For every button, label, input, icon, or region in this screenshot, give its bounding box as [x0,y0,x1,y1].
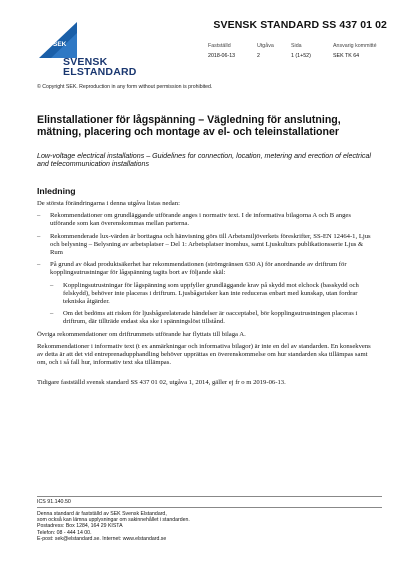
logo-line2: ELSTANDARD [63,66,137,78]
meta-value: SEK TK 64 [333,53,360,59]
sub-list-item: – Kopplingsutrustningar för lågspänning som uppfyller grundläggande krav på skydd mot elchock (basskydd och felskydd), behöver inte placeras i driftrum. Ljusbågsrisker kan inte reduceras enbart med kunskap, utan fordrar tekniska åtgärder. [50,281,359,306]
meta-label: Ansvarig kommitté [333,43,377,49]
footer-line: E-post: sek@elstandard.se. Internet: www.elstandard.se [37,535,167,542]
footer-line: Postadress: Box 1284, 164 29 KISTA [37,523,123,530]
list-item-text: Rekommendationer om grundläggande utförande anges i normativ text. I de informativa bilagorna A och B anges utförande som kan överenskommas mellan parterna. [50,212,351,228]
ics-code: ICS 91.140.50 [37,499,71,505]
meta-page [291,43,311,59]
meta-value: 2 [257,53,260,59]
meta-label: Sida [291,43,302,49]
meta-value: 1 (1+52) [291,53,311,59]
paragraph: Tidigare fastställd svensk standard SS 437 01 02, utgåva 1, 2014, gäller ej fr o m 2019-06-13. [37,379,286,387]
change-list [37,212,377,326]
footer-line: Telefon: 08 - 444 14 00. [37,529,92,536]
paragraph: Övriga rekommendationer om driftrummets utförande har flyttats till bilaga A. [37,330,246,338]
footer-line: som också kan lämna upplysningar om sakinnehållet i standarden. [37,517,190,524]
document-title: Elinstallationer för lågspänning – Vägledning för anslutning, mätning, placering och montage av el- och teleinstallationer [37,114,341,138]
divider [37,507,382,508]
sek-logo [37,22,137,78]
list-item-text: På grund av ökad produktsäkerhet har rekommendationen (strömgränsen 630 A) för anordnande av driftrum för kopplingsutrustningar för lågspänning tagits bort av följande skäl: [50,261,347,277]
list-item: – Rekommendationer om grundläggande utförande anges i normativ text. I de informativa bilagorna A och B anges utförande som kan överenskommas mellan parterna. [37,212,351,228]
footer-contact [37,511,190,542]
sub-list-item: – Om det bedöms att risken för ljusbågsrelaterade händelser är oacceptabel, bör kopplingsutrustningen placeras i driftrum, där tillträde endast ska ske i spänningslöst tillstånd. [50,310,358,326]
copyright-notice: © Copyright SEK. Reproduction in any form without permission is prohibited. [37,84,213,90]
logo-badge: SEK [53,41,67,48]
document-subtitle: Low-voltage electrical installations – Guidelines for connection, location, metering and erection of electrical and telecommunication installations [37,152,371,169]
footer-line: Denna standard är fastställd av SEK Svensk Elstandard, [37,511,167,517]
sub-list-item-text: Om det bedöms att risken för ljusbågsrelaterade händelser är oacceptabel, bör kopplingsutrustningen placeras i driftrum, där tillträde endast ska ske i spänningslöst tillstånd. [63,310,358,326]
meta-edition [257,43,274,59]
meta-committee [333,43,377,59]
logo-line1: SVENSK [63,56,108,68]
meta-label: Fastställd [208,43,231,49]
sub-list [50,282,377,327]
paragraph: Rekommendationer i informativ text (t ex anmärkningar och informativa bilagor) är inte en del av standarden. En konsekvens av detta är att det vid entreprenadupphandling behöver upprättas en överenskommelse om hur standarden ska tillämpas samt om, och i så fall hur, informativ text ska tillämpas. [37,342,371,367]
meta-value: 2018-06-13 [208,53,236,59]
section-heading: Inledning [37,186,76,196]
intro-paragraph: De största förändringarna i denna utgåva listas nedan: [37,200,180,207]
list-item: – På grund av ökad produktsäkerhet har rekommendationen (strömgränsen 630 A) för anordnande av driftrum för kopplingsutrustningar för lågspänning tagits bort av följande skäl: – Kopplingsutrustningar för lågspänning som uppfyller grundläggande krav på skydd mot elchock (basskydd och felskydd), behöver inte placeras i driftrum. Ljusbågsrisker kan inte reduceras enbart med kunskap, utan fordrar tekniska åtgärder. – Om det bedöms att risken för ljusbågsrelaterade händelser är oacceptabel, bör kopplingsutrustningen placeras i driftrum, där tillträde endast ska ske i spänningslöst tillstånd. [37,261,377,326]
sub-list-item-text: Kopplingsutrustningar för lågspänning som uppfyller grundläggande krav på skydd mot elchock (basskydd och felskydd), behöver inte placeras i driftrum. Ljusbågsrisker kan inte reduceras enbart med kunskap, utan fordrar tekniska åtgärder. [63,281,359,306]
standard-id: SVENSK STANDARD SS 437 01 02 [213,19,387,31]
document-body [37,200,377,392]
meta-label: Utgåva [257,43,274,49]
meta-established [208,43,235,59]
divider [37,496,382,497]
list-item: – Rekommenderade lux-värden är borttagna och hänvisning görs till Arbetsmiljöverkets föreskrifter, SS-EN 12464-1, Ljus och belysning – Belysning av arbetsplatser – Del 1: Arbetsplatser inomhus, samt Ljuskulturs publikationsserie Ljus & Rum [37,232,371,257]
list-item-text: Rekommenderade lux-värden är borttagna och hänvisning görs till Arbetsmiljöverkets föreskrifter, SS-EN 12464-1, Ljus och belysning – Belysning av arbetsplatser – Del 1: Arbetsplatser inomhus, samt Ljuskulturs publikationsserie Ljus & Rum [50,232,371,257]
